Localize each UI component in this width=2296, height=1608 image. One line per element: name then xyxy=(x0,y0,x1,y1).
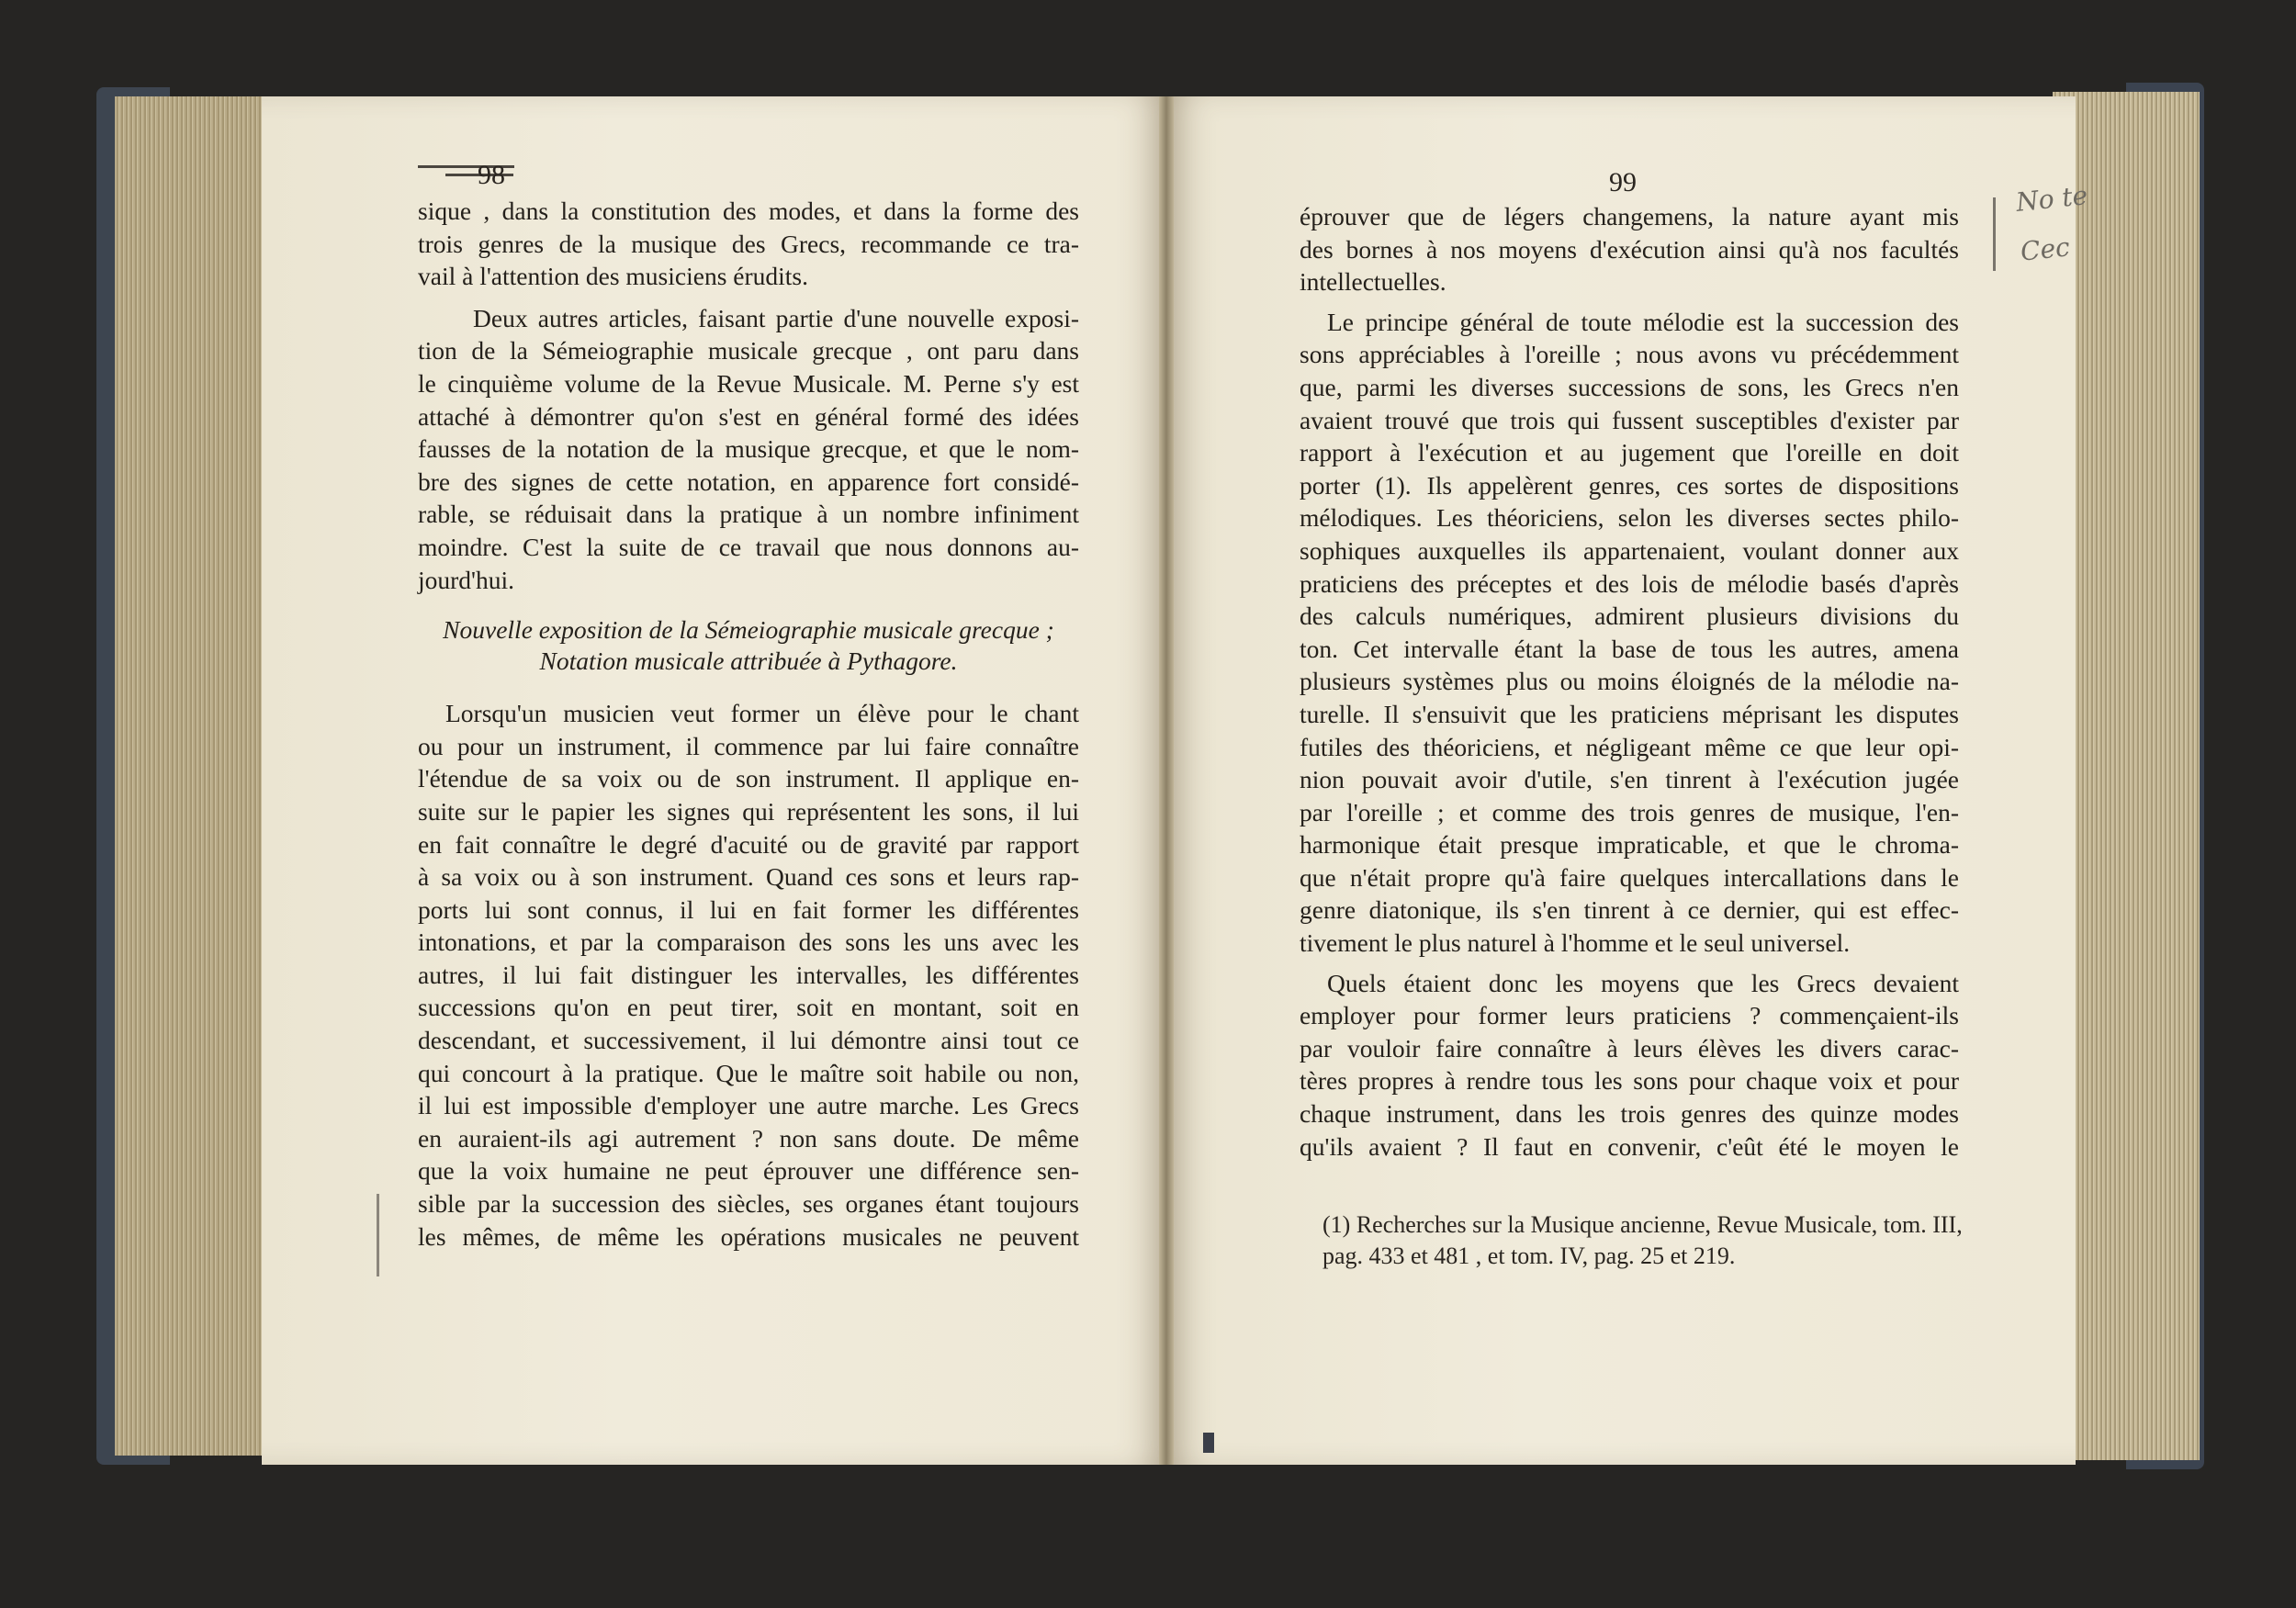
footnote xyxy=(1322,1209,1963,1272)
text-line: ports lui sont connus, il lui en fait former les différentes xyxy=(418,894,1079,924)
text-line: sons appréciables à l'oreille ; nous avons vu précédemment xyxy=(1300,340,1959,369)
text-line: nion pouvait avoir d'utile, s'en tinrent à l'exécution jugée xyxy=(1300,765,1959,794)
text-line: des calculs numériques, admirent plusieurs divisions du xyxy=(1300,602,1959,631)
text-line: éprouver que de légers changemens, la nature ayant mis xyxy=(1300,202,1959,231)
text-line: ton. Cet intervalle étant la base de tous les autres, amena xyxy=(1300,634,1959,663)
text-line: en auraient-ils agi autrement ? non sans doute. De même xyxy=(418,1123,1079,1153)
text-line: fausses de la notation de la musique grecque, et que le nom- xyxy=(418,434,1079,464)
text-line: jourd'hui. xyxy=(418,565,515,594)
text-line: chaque instrument, dans les trois genres des quinze modes xyxy=(1300,1099,1959,1129)
text-line: praticiens des préceptes et des lois de mélodie basés d'après xyxy=(1300,568,1959,598)
handwritten-margin-note: Cec xyxy=(2019,231,2072,267)
text-line: qui concourt à la pratique. Que le maître soit habile ou non, xyxy=(418,1058,1079,1087)
text-line: que la voix humaine ne peut éprouver une différence sen- xyxy=(418,1156,1079,1186)
text-line: des bornes à nos moyens d'exécution ainsi qu'à nos facultés xyxy=(1300,234,1959,264)
footnote-line: pag. 433 et 481 , et tom. IV, pag. 25 et 219. xyxy=(1322,1243,1736,1269)
bookmark-ribbon xyxy=(1203,1433,1214,1453)
text-line: moindre. C'est la suite de ce travail que nous donnons au- xyxy=(418,532,1079,561)
text-line: tères propres à rendre tous les sons pour chaque voix et pour xyxy=(1300,1066,1959,1096)
book-gutter xyxy=(1159,96,1174,1465)
text-line: qu'ils avaient ? Il faut en convenir, c'eût été le moyen le xyxy=(1300,1131,1959,1161)
paragraph xyxy=(1300,967,1959,1164)
right-page-text xyxy=(1300,200,1959,1166)
paragraph xyxy=(418,302,1079,596)
text-line: employer pour former leurs praticiens ? commençaient-ils xyxy=(1300,1001,1959,1030)
text-line: intellectuelles. xyxy=(1300,267,1446,297)
text-line: suite sur le papier les signes qui représentent les sons, il lui xyxy=(418,796,1079,826)
text-line: le cinquième volume de la Revue Musicale. M. Perne s'y est xyxy=(418,368,1079,398)
paragraph xyxy=(418,697,1079,1253)
text-line: tivement le plus naturel à l'homme et le seul universel. xyxy=(1300,928,1851,958)
margin-mark xyxy=(1993,197,1996,271)
page-edges-left xyxy=(115,96,262,1456)
page-number-left: 98 xyxy=(478,160,505,190)
text-line: descendant, et successivement, il lui démontre ainsi tout ce xyxy=(418,1026,1079,1055)
text-line: sique , dans la constitution des modes, et dans la forme des xyxy=(418,197,1079,225)
text-line: plusieurs systèmes plus ou moins éloignés de la mélodie na- xyxy=(1300,667,1959,696)
margin-mark xyxy=(377,1194,379,1276)
text-line: que, parmi les diverses successions de sons, les Grecs n'en xyxy=(1300,372,1959,401)
text-line: il lui est impossible d'employer une autre marche. Les Grecs xyxy=(418,1091,1079,1120)
text-line: Deux autres articles, faisant partie d'une nouvelle exposi- xyxy=(473,303,1079,332)
text-line: intonations, et par la comparaison des sons les uns avec les xyxy=(418,928,1079,957)
text-line: l'étendue de sa voix ou de son instrument. Il applique en- xyxy=(418,764,1079,793)
text-line: en fait connaître le degré d'acuité ou de gravité par rapport xyxy=(418,829,1079,859)
text-line: successions qu'on en peut tirer, soit en montant, soit en xyxy=(418,993,1079,1022)
text-line: par vouloir faire connaître à leurs élèves les divers carac- xyxy=(1300,1033,1959,1063)
text-line: sophiques auxquelles ils appartenaient, voulant donner aux xyxy=(1300,535,1959,565)
text-line: Le principe général de toute mélodie est la succession des xyxy=(1327,307,1959,336)
text-line: Quels étaient donc les moyens que les Grecs devaient xyxy=(1327,968,1959,997)
text-line: bre des signes de cette notation, en apparence fort considé- xyxy=(418,467,1079,496)
text-line: que n'était propre qu'à faire quelques intercallations dans le xyxy=(1300,862,1959,892)
text-line: futiles des théoriciens, et négligeant même ce que leur opi- xyxy=(1300,732,1959,761)
text-line: trois genres de la musique des Grecs, recommande ce tra- xyxy=(418,229,1079,258)
text-line: porter (1). Ils appelèrent genres, ces sortes de dispositions xyxy=(1300,470,1959,500)
text-line: tion de la Sémeiographie musicale grecque , ont paru dans xyxy=(418,336,1079,365)
heading-line: Notation musicale attribuée à Pythagore. xyxy=(539,647,958,676)
text-line: genre diatonique, ils s'en tinrent à ce dernier, qui est effec- xyxy=(1300,895,1959,925)
paragraph xyxy=(1300,200,1959,298)
text-line: mélodiques. Les théoriciens, selon les diverses sectes philo- xyxy=(1300,503,1959,533)
text-line: vail à l'attention des musiciens érudits. xyxy=(418,262,809,291)
text-line: sible par la succession des siècles, ses organes étant toujours xyxy=(418,1189,1079,1219)
text-line: avaient trouvé que trois qui fussent susceptibles d'exister par xyxy=(1300,405,1959,434)
heading-line: Nouvelle exposition de la Sémeiographie musicale grecque ; xyxy=(443,615,1054,645)
text-line: autres, il lui fait distinguer les intervalles, les différentes xyxy=(418,960,1079,989)
left-page-text xyxy=(418,195,1079,1256)
footnote-line: (1) Recherches sur la Musique ancienne, Revue Musicale, tom. III, xyxy=(1322,1211,1963,1238)
text-line: les mêmes, de même les opérations musicales ne peuvent xyxy=(418,1221,1079,1251)
text-line: rapport à l'exécution et au jugement que l'oreille en doit xyxy=(1300,438,1959,467)
text-line: par l'oreille ; et comme des trois genres de musique, l'en- xyxy=(1300,797,1959,826)
handwritten-margin-note: No te xyxy=(2014,180,2089,218)
paragraph xyxy=(418,195,1079,293)
paragraph xyxy=(1300,306,1959,960)
text-line: attaché à démontrer qu'on s'est en général formé des idées xyxy=(418,401,1079,431)
text-line: Lorsqu'un musicien veut former un élève pour le chant xyxy=(445,699,1079,728)
section-heading xyxy=(418,614,1079,677)
text-line: harmonique était presque impraticable, et que le chroma- xyxy=(1300,830,1959,860)
page-number-right: 99 xyxy=(1609,167,1637,197)
text-line: à sa voix ou à son instrument. Quand ces sons et leurs rap- xyxy=(418,862,1079,892)
text-line: rable, se réduisait dans la pratique à un nombre infiniment xyxy=(418,500,1079,529)
text-line: turelle. Il s'ensuivit que les praticiens méprisant les disputes xyxy=(1300,699,1959,728)
text-line: ou pour un instrument, il commence par lui faire connaître xyxy=(418,731,1079,760)
